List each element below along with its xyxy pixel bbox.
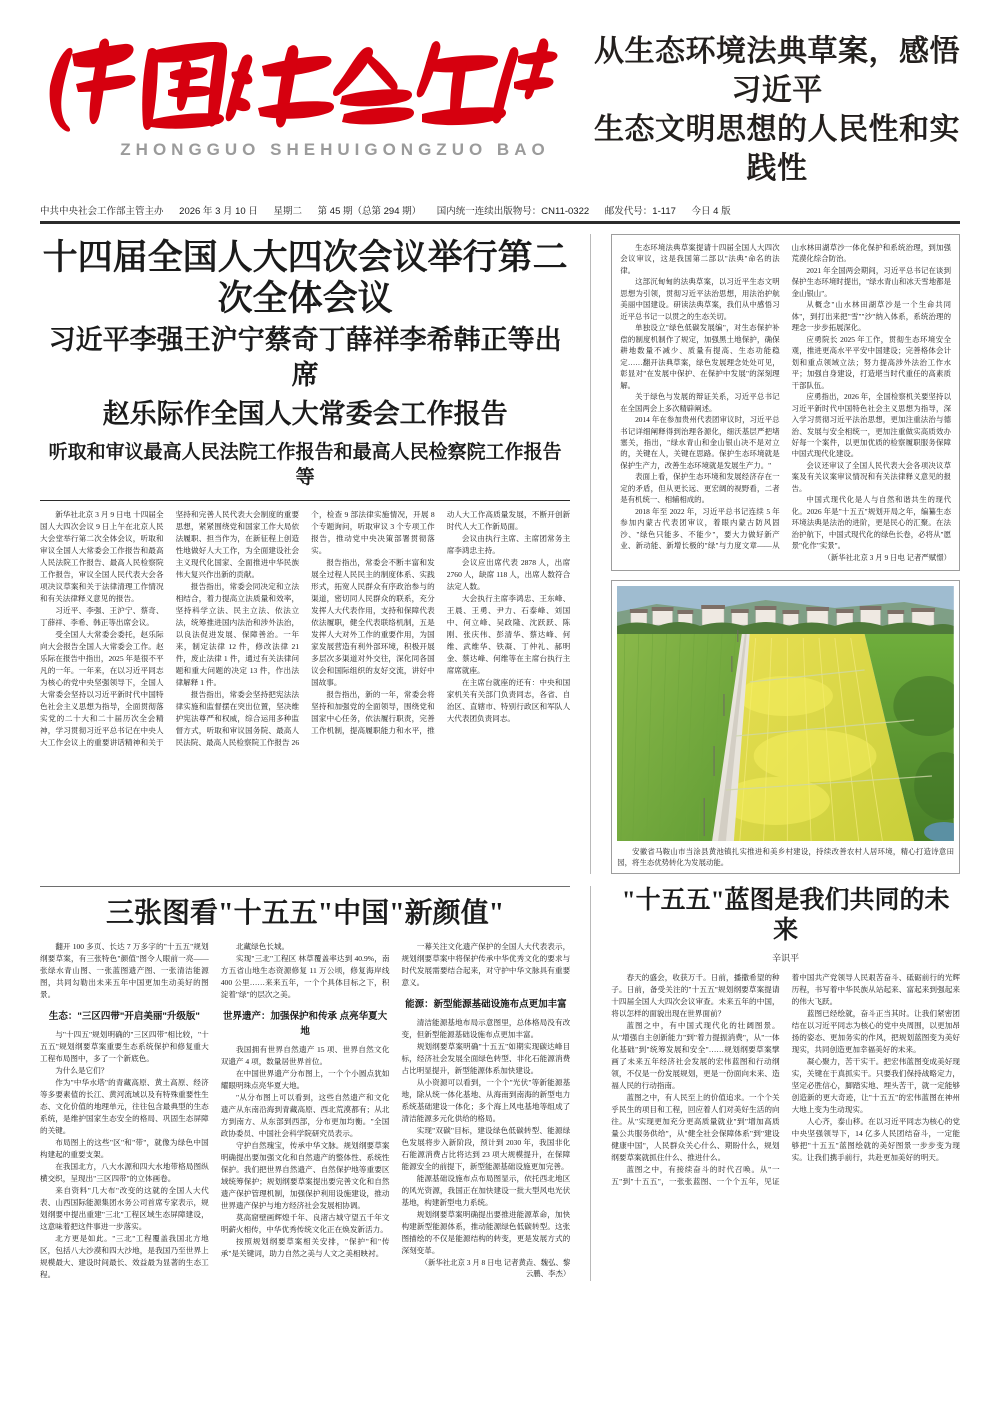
section-divider [40, 886, 570, 887]
lead-paragraph: 报告指出，常委会坚持把宪法法律实施和监督摆在突出位置，坚决维护宪法尊严和权威，综合运用多种监督方式，听取和审议国务院、最高人民法院、最高人民检察院工作报告 26 个，检查 9 部法律实施情况，开展 8 个专题询问，听取审议 3 个专项工作报告，推动党中央决策部署贯彻落实。 [175, 509, 435, 747]
newspaper-logo [40, 28, 570, 138]
photo-figure [611, 580, 960, 874]
lead-headline: 十四届全国人大四次会议举行第二次全体会议 [42, 238, 568, 318]
charts-paragraph: 作为"中华水塔"的青藏高原、黄土高原、经济等多要素值的长江、黄河流域以及有特殊重要性生态、文化价值的地理单元，往往包含最典型的生态系统，是维护国家生态安全的格局、巩固生态屏障的关键。 [40, 1077, 209, 1135]
pubinfo-date: 2026 年 3 月 10 日 [179, 206, 258, 217]
charts-subhead-ecology: 生态："三区四带"开启美丽"升级版" [48, 1010, 200, 1022]
editorial-paragraph: 春天的盛会，收获万千。日前，播撒希望的种子。日前，备受关注的"十五五"规划纲要草案提请十四届全国人大四次会议审查。未来五年的中国，将以怎样的面貌出现在世界面前？ [611, 973, 780, 1019]
feature-byline: （新华社北京 3 月 9 日电 记者严赋憬） [823, 552, 951, 562]
charts-feature-section [40, 886, 570, 1280]
feature-paragraph: 2014 年在参加贵州代表团审议时，习近平总书记详细阐释得到治理各源化，细沃基层严把堵塞关，指出，"绿水青山和金山银山决不是对立的，关键在人，关键在思路。保护生态环境就是保护生产力，改善生态环境就是发展生产力。" [620, 415, 780, 470]
feature-paragraph: 应勇院长 2025 年工作，贯彻生态环境安全观，推进更高水平平安中国建设；完善格体会计划和重点领域立法；努力提高涉外法治工作水平；加强自身建设，打造堪当时代重任的高素质干部队伍。 [791, 334, 951, 390]
charts-paragraph: 莫高窟壁画辉煌千年、良渚古城守望五千年文明薪火相传，中华优秀传统文化正在焕发新活力。 [220, 1212, 390, 1234]
feature-article-body [620, 242, 951, 563]
masthead [0, 0, 1000, 200]
charts-paragraph: 为什么是它们？ [55, 1065, 109, 1075]
charts-paragraph: 从小资源可以看到，一个个"光伏"等新能源基地，除从统一体化基地、从海南到南海的新型电力系统基础建设一体化；多个海上风电基地等组成了清洁能源多元化供给的格局。 [401, 1077, 571, 1123]
masthead-left [40, 28, 570, 200]
lead-subheadline-1: 习近平李强王沪宁蔡奇丁薛祥李希韩正等出席 [48, 325, 562, 391]
charts-paragraph: 规划纲要草案明确"十五五"如期实现碳达峰目标，经济社会发展全面绿色转型、非化石能源消费占比明显提升，新型能源体系加快建设。 [401, 1041, 571, 1075]
masthead-divider-thick [40, 221, 960, 224]
editorial-body [611, 972, 960, 1188]
feature-headline-line1: 从生态环境法典草案，感悟习近平 [594, 35, 960, 107]
lead-paragraph: 在主席台就座的还有：中央和国家机关有关部门负责同志，各省、自治区、直辖市、特别行政区和军队人大代表团负责同志。 [446, 677, 571, 723]
photo-caption: 安徽省马鞍山市当涂县黄池镇扎实推进和美乡村建设，持续改善农村人居环境，精心打造诗意田园，将生态优势转化为发展动能。 [617, 847, 954, 868]
lead-paragraph: 报告指出，新的一年，常委会将坚持和加强党的全面领导，围绕党和国家中心任务，依法履行职责，完善工作机制，提高履职能力和水平，推动人大工作高质量发展，不断开创新时代人大工作新局面。 [311, 509, 571, 735]
feature-paragraph: 单独设立"绿色低碳发展编"，对生态保护补偿的制度机制作了规定，加强黑土地保护，确保耕地数量不减少、质量有提高、生态功能稳定……翻开法典草案，绿色发展理念处处可见，彰显对"在发展中保护、在保护中发展"的深刻理解。 [620, 323, 780, 390]
publication-info-bar [40, 200, 960, 221]
charts-paragraph: 在中国世界遗产分布图上，一个个小圆点犹如耀眼明珠点亮华夏大地。 [220, 1068, 390, 1090]
charts-paragraph: 一幕关注文化遗产保护的全国人大代表表示，规划纲要草案中将保护传承中华优秀文化的要求与时代发展需要结合起来，对守护中华文脉具有重要意义。 [401, 941, 571, 987]
lead-story-body [40, 509, 570, 749]
charts-paragraph: 能源基础设施布点布局图显示，依托西北地区的风光资源，我国正在加快建设一批大型风电光伏基地，构建新型电力系统。 [401, 1173, 571, 1207]
editorial-section [590, 886, 960, 1280]
feature-paragraph: 会议还审议了全国人民代表大会各项决议草案及有关议案审议情况和有关法律释义意见的报告。 [791, 460, 951, 493]
charts-paragraph: 守护自然瑰宝，传承中华文脉。规划纲要草案明确提出要加强文化和自然遗产的整体性、系统性保护。我们把世界自然遗产、自然保护地等重要区域统筹保护；规划纲要草案提出要完善文化和自然遗产保护管理机制，加强保护利用设施建设，推动世界遗产保护与地方经济社会发展相协调。 [220, 1140, 390, 1210]
lead-paragraph: 报告指出，常委会同决定和立法相结合，着力提高立法质量和效率，坚持科学立法、民主立法、依法立法，统筹推进国内法治和涉外法治，以良法促进发展、保障善治。一年来，制定法律 12 件，修改法律 21 件，废止法律 1 件，通过有关法律问题和重大问题的决定 13 件，作出法律解释 1 件。 [175, 581, 300, 687]
pubinfo-sponsor: 中共中央社会工作部主管主办 [40, 206, 164, 217]
charts-paragraph: 规划纲要草案明确提出要推进能源革命，加快构建新型能源体系，推动能源绿色低碳转型。这张图描绘的不仅是能源结构的转变，更是发展方式的深刻变革。 [401, 1209, 571, 1255]
charts-paragraph: 实现"双碳"目标，建设绿色低碳转型、能源绿色发展将步入新阶段，预计到 2030 年，我国非化石能源消费占比将达到 23 项大规模提升，在保障能源安全的前提下，新型能源基础设施更加完善。 [401, 1125, 571, 1171]
logo-calligraphy-icon [40, 28, 560, 140]
feature-headline-line2: 生态文明思想的人民性和实践性 [594, 113, 960, 185]
lead-paragraph: 会议应出席代表 2878 人，出席 2760 人，缺席 118 人，出席人数符合法定人数。 [446, 557, 571, 591]
editorial-paragraph: 蓝图已经绘就，奋斗正当其时。让我们紧密团结在以习近平同志为核心的党中央周围，以更加昂扬的姿态、更加务实的作风，把规划蓝图变为美好现实，共同创造更加幸福美好的未来。 [791, 1009, 960, 1055]
lead-paragraph: 大会执行主席李鸿忠、王东峰、王晨、王勇、尹力、石泰峰、刘国中、何立峰、吴政隆、沈跃跃、陈刚、张庆伟、彭清华、蔡达峰、何维、武维华、铁凝、丁仲礼、郝明金、蔡达峰、何维等在主席台执行主席席就座。 [446, 593, 571, 675]
charts-paragraph: "从分布图上可以看到，这些自然遗产和文化遗产从东南沿海到青藏高原、西北荒漠都有；从北方到南方、从东部到西部，分布更加均衡。"全国政协委员、中国社会科学院研究员表示。 [220, 1092, 390, 1138]
charts-subhead-energy: 能源：新型能源基础设施布点更加丰富 [405, 998, 567, 1010]
charts-subhead-heritage: 世界遗产：加强保护和传承 点亮华夏大地 [223, 1010, 388, 1037]
charts-paragraph: 北方更是如此。"三北"工程覆盖我国北方地区，包括八大沙漠和四大沙地，是我国乃至世界上规模最大、建设时间最长、效益最为显著的生态工程。 [40, 1233, 209, 1279]
pubinfo-pages: 今日 4 版 [691, 206, 731, 217]
pubinfo-cn-number: 国内统一连续出版物号：CN11-0322 [436, 206, 590, 217]
editorial-paragraph: 人心齐，泰山移。在以习近平同志为核心的党中央坚强领导下，14 亿多人民团结奋斗，一定能够把"十五五"蓝图绘就的美好图景一步步变为现实。让我们携手前行，共赴更加美好的明天。 [791, 1117, 960, 1163]
lead-paragraph: 习近平、李强、王沪宁、蔡奇、丁薛祥、李希、韩正等出席会议。 [40, 605, 164, 627]
charts-paragraph: 北藏绿色长城。 [235, 941, 290, 951]
pubinfo-issue: 第 45 期（总第 294 期） [317, 206, 422, 217]
charts-feature-body [40, 941, 570, 1281]
charts-paragraph: 翻开 100 多页、长达 7 万多字的"十五五"规划纲要草案，有三张特色"颜值"图令人眼前一亮——张绿水青山图、一张蓝图遗产图、一张清洁能源图，共同勾勒出未来五年中国更加生动美好的图景。 [40, 941, 209, 999]
charts-paragraph: 在我国北方，八大水源和四大水地带格局图纵横交织，呈现出"三区四带"的立体画卷。 [40, 1161, 209, 1183]
feature-paragraph: 从概念"山水林田湖草沙是一个生命共同体"，到打出来把"雪""沙"纳入体系，系统治理的理念一步步拓展深化。 [791, 300, 951, 333]
lead-paragraph: 受全国人大常委会委托，赵乐际向大会报告全国人大常委会工作。赵乐际在报告中指出，2025 年是很不平凡的一年。一年来，在以习近平同志为核心的党中央坚强领导下，全国人大常委会坚持以习近平新时代中国特色社会主义思想为指导，全面贯彻落实党的二十大和二十届历次全会精神，学习贯彻习近平总书记在中央人大工作会议上的重要讲话精神和关于坚持和完善人民代表大会制度的重要思想，紧紧围绕党和国家工作大局依法履职、担当作为，在新征程上创造性地做好人大工作，为全面建设社会主义现代化国家、全面推进中华民族伟大复兴作出新的贡献。 [40, 509, 300, 747]
lead-subheadline-2: 赵乐际作全国人大常委会工作报告 [102, 399, 508, 430]
lead-paragraph: 新华社北京 3 月 9 日电 十四届全国人大四次会议 9 日上午在北京人民大会堂举行第二次全体会议，听取和审议全国人大常委会工作报告和最高人民法院工作报告、最高人民检察院工作报告，审议全国人民代表大会各项决议草案和关于法律清理工作情况和有关法律释义意见的报告。 [40, 509, 164, 603]
charts-paragraph: 按照规划纲要草案相关安排，"保护"和"传承"是关键词，助力自然之美与人文之美相映衬。 [220, 1236, 390, 1258]
lower-content-area [0, 886, 1000, 1280]
feature-column [590, 234, 960, 874]
masthead-right [570, 28, 960, 200]
pubinfo-post-code: 邮发代号：1-117 [604, 206, 676, 217]
lead-headline-rule [40, 500, 570, 501]
feature-paragraph: 2018 年至 2022 年，习近平总书记连续 5 年参加内蒙古代表团审议，着眼内蒙古防风固沙、"绿色只能多、不能少"，要大力做好新产业、新动能、新增长极的"绿"与力度文章——从山水林田湖草沙一体化保护和系统治理，到加强荒漠化综合防治。 [620, 243, 951, 551]
charts-paragraph: 与"十四五"规划明确的"三区四带"相比较，"十五五"规划纲要草案重要生态系统保护和修复重大工程布局图中，多了一个新底色。 [40, 1029, 209, 1063]
feature-paragraph: 应勇指出，2026 年，全国检察机关要坚持以习近平新时代中国特色社会主义思想为指导，深入学习贯彻习近平法治思想，更加注重法治与德治、发展与安全相统一，更加注重做实高质效办好每一个案件，以更加优质的检察履职服务保障中国式现代化建设。 [791, 392, 951, 459]
feature-paragraph: 中国式现代化是人与自然和谐共生的现代化。2026 年是"十五五"规划开局之年，编纂生态环境法典是法治的进阶，更是民心的汇聚。在法治护航下，中国式现代化的绿色长卷，必将从"愿景"化作"实景"。 [791, 495, 951, 551]
editorial-paragraph: 凝心聚力，苦干实干。把宏伟蓝图变成美好现实，关键在于真抓实干。只要我们保持战略定力，坚定必胜信心，脚踏实地、埋头苦干，就一定能够创造新的更大奇迹，让"十五五"的宏伟蓝图在神州大地上变为生动现实。 [791, 1057, 960, 1115]
charts-feature-title: 三张图看"十五五"中国"新颜值" [106, 898, 505, 930]
lead-paragraph: 会议由执行主席、主席团常务主席李鸿忠主持。 [446, 533, 571, 555]
feature-paragraph: 2021 年全国两会期间，习近平总书记在谈到保护生态环境时提出，"绿水青山和冰天雪地都是金山银山"。 [791, 265, 951, 298]
editorial-title: "十五五"蓝图是我们共同的未来 [621, 887, 950, 945]
charts-paragraph: 清洁能源基地布局示意图里，总体格局没有改变，但新型能源基础设施布点更加丰富。 [401, 1017, 571, 1039]
editorial-author: 辛识平 [772, 953, 800, 964]
main-content-area [0, 234, 1000, 874]
feature-paragraph: 生态环境法典草案提请十四届全国人大四次会议审议，这是我国第二部以"法典"命名的法律。 [620, 243, 780, 275]
charts-paragraph: 我国拥有世界自然遗产 15 项、世界自然文化双遗产 4 项，数量居世界首位。 [220, 1044, 390, 1066]
charts-paragraph: 来自资料"几大布"改变的这就的全国人大代表、山西国际能源集团水务公司首席专家表示，规划纲要中提出重建"三北"工程区域生态屏障建设，这意味着把这件事进一步落实。 [40, 1185, 209, 1231]
feature-paragraph: 这部沉甸甸的法典草案，以习近平生态文明思想为引领，贯彻习近平法治思想，用法治护航美丽中国建设。研读法典草案，我们从中感悟习近平总书记一以贯之的生态关切。 [620, 277, 780, 321]
charts-paragraph: 布局图上的这些"区"和"带"，就像为绿色中国构建起的重要支架。 [40, 1137, 209, 1159]
feature-paragraph: 关于绿色与发展的辩证关系，习近平总书记在全国两会上多次精辟阐述。 [620, 392, 780, 413]
charts-byline: （新华社北京 3 月 8 日电 记者黄垚、魏弘、黎云鹏、李杰） [420, 1257, 571, 1279]
feature-paragraph: 表面上看，保护生态环境和发展经济存在一定的矛盾，但从更长远、更宏阔的视野看，二者是有机统一、相辅相成的。 [620, 472, 780, 505]
lead-paragraph: 报告指出，常委会不断丰富和发展全过程人民民主的制度体系、实践形式，拓宽人民群众有序政治参与的渠道，密切同人民群众的联系，充分发挥人大代表作用，支持和保障代表依法履职，健全代表联络机制，五是发挥人大对外工作的重要作用，为国家发展营造有利外部环境，积极开展多层次多渠道对外交往，深化同各国议会和国际组织的友好交流，讲好中国故事。 [311, 557, 435, 687]
editorial-paragraph: 蓝图之中，有接续奋斗的时代召唤。从"一五"到"十五五"，一张张蓝图、一个个五年，见证着中国共产党领导人民艰苦奋斗、砥砺前行的光辉历程，书写着中华民族从站起来、富起来到强起来的伟大飞跃。 [611, 973, 960, 1187]
feature-article-box [611, 234, 960, 571]
editorial-paragraph: 蓝图之中，有中国式现代化的壮阔图景。从"增强自主创新能力"到"着力提振消费"，从"一体化基础"到"统筹发展和安全"……规划纲要草案擘画了未来五年经济社会发展的宏伟蓝图和行动纲领，不仅是一份发展规划，更是一份面向未来、造福人民的行动指南。 [611, 1021, 780, 1091]
lead-subheadline-3: 听取和审议最高人民法院工作报告和最高人民检察院工作报告等 [48, 442, 562, 489]
charts-paragraph: 实现"三北"工程区 林草覆盖率达到 40.9%，南方五省山地生态资源修复 11 万公顷，修复海岸线 400 公里……来来五年，一个个具体目标之下，积淀着"绿"的层次之美。 [220, 953, 390, 999]
pubinfo-weekday: 星期二 [273, 206, 302, 217]
lead-story-column [40, 234, 570, 874]
editorial-paragraph: 蓝图之中，有人民至上的价值追求。一个个关乎民生的项目和工程，回应着人们对美好生活的向往。从"实现更加充分更高质量就业"到"增加高质量公共服务供给"，从"健全社会保障体系"到"建设健康中国"，人民群众关心什么、期盼什么，规划纲要草案就抓住什么、推进什么。 [611, 1093, 780, 1163]
rural-landscape-photo [617, 586, 954, 841]
masthead-pinyin: ZHONGGUO SHEHUIGONGZUO BAO [120, 140, 550, 159]
